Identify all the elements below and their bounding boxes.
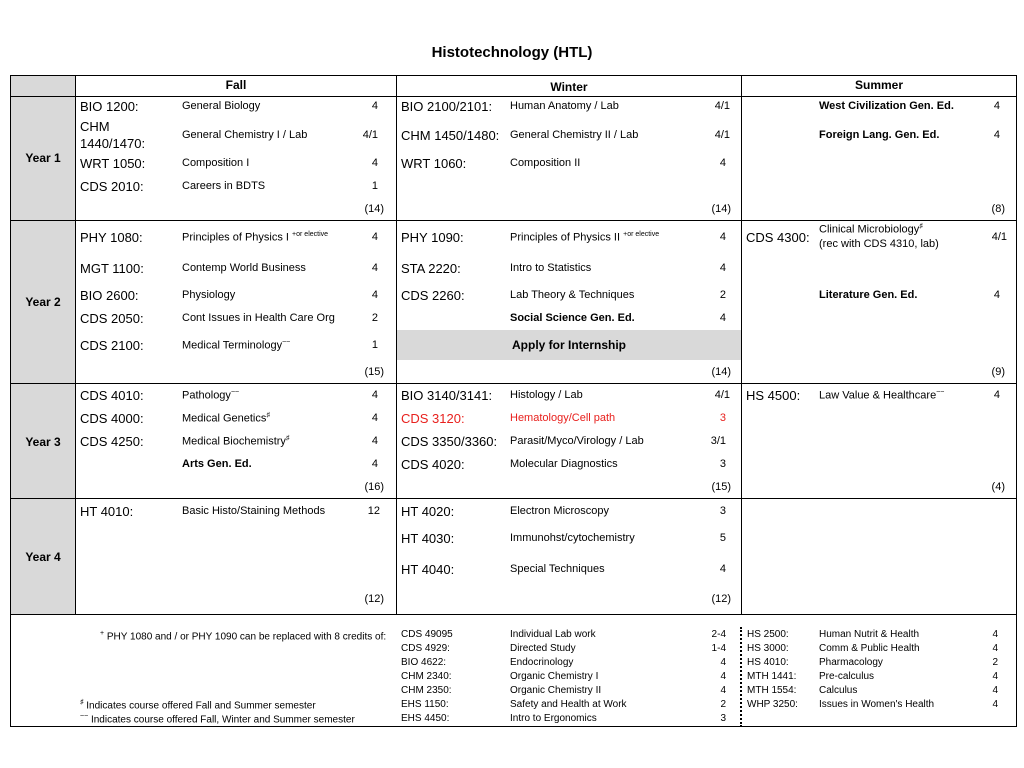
course-code: CDS 4300: <box>746 230 810 245</box>
elective-code: CHM 2350: <box>401 685 452 696</box>
elective-code: BIO 4622: <box>401 657 447 668</box>
offered-mark: ~~ <box>936 389 945 396</box>
elective-name: Organic Chemistry I <box>510 671 599 682</box>
course-name: Law Value & Healthcare~~ <box>819 389 945 402</box>
course-credits: 4 <box>719 231 726 243</box>
course-credits: 12 <box>367 505 380 517</box>
course-name: Careers in BDTS <box>182 180 266 192</box>
elective-name: Pre-calculus <box>819 671 875 682</box>
elective-name: Safety and Health at Work <box>510 699 627 710</box>
course-code: 1440/1470: <box>80 136 146 151</box>
offered-mark: ♯ <box>285 435 290 442</box>
gen-ed-requirement: Literature Gen. Ed. <box>819 289 918 301</box>
course-code: HS 4500: <box>746 388 801 403</box>
elective-name: Organic Chemistry II <box>510 685 602 696</box>
course-credits: 4 <box>371 289 378 301</box>
term-total: (14) <box>711 366 731 378</box>
course-name: Histology / Lab <box>510 389 583 401</box>
header-corner-shade <box>11 75 75 96</box>
course-code: CHM 1450/1480: <box>401 128 500 143</box>
header-summer: Summer <box>854 78 904 92</box>
course-credits: 4/1 <box>714 100 730 112</box>
elective-credits: 4 <box>992 671 998 682</box>
table-bottom-border <box>10 726 1017 727</box>
term-total: (15) <box>364 366 384 378</box>
course-credits: 4 <box>371 157 378 169</box>
course-name: Parasit/Myco/Virology / Lab <box>510 435 644 447</box>
course-code: CDS 4000: <box>80 411 144 426</box>
course-name: Hematology/Cell path <box>510 412 616 424</box>
elective-code: CDS 4929: <box>401 643 450 654</box>
gen-ed-requirement: Arts Gen. Ed. <box>182 458 252 470</box>
gen-ed-requirement: West Civilization Gen. Ed. <box>819 100 954 112</box>
course-name: Medical Genetics♯ <box>182 412 270 425</box>
course-code: CDS 2260: <box>401 288 465 303</box>
course-code: HT 4030: <box>401 531 455 546</box>
term-total: (16) <box>364 481 384 493</box>
course-code: BIO 1200: <box>80 99 139 114</box>
elective-note: +or elective <box>292 231 329 238</box>
table-right-border <box>1016 75 1017 727</box>
page-title: Histotechnology (HTL) <box>431 44 593 61</box>
course-credits: 3 <box>719 412 726 424</box>
course-credits: 2 <box>371 312 378 324</box>
course-credits: 2 <box>719 289 726 301</box>
elective-credits: 4 <box>720 685 726 696</box>
course-name: Contemp World Business <box>182 262 306 274</box>
course-code: WRT 1050: <box>80 156 146 171</box>
course-name: Pathology~~ <box>182 389 240 402</box>
elective-code: MTH 1554: <box>747 685 797 696</box>
course-code: HT 4020: <box>401 504 455 519</box>
elective-code: HS 3000: <box>747 643 789 654</box>
course-credits: 4 <box>719 262 726 274</box>
course-credits: 3 <box>719 505 726 517</box>
elective-name: Individual Lab work <box>510 629 596 640</box>
course-credits: 1 <box>371 339 378 351</box>
course-credits: 4 <box>993 289 1000 301</box>
course-credits: 3 <box>719 458 726 470</box>
footnote-tilde: ~~ Indicates course offered Fall, Winter and Summer semester <box>80 713 355 726</box>
course-credits: 4/1 <box>362 129 378 141</box>
offered-mark: ♯ <box>919 223 923 230</box>
course-credits: 4 <box>993 100 1000 112</box>
course-name: Electron Microscopy <box>510 505 610 517</box>
course-name: Human Anatomy / Lab <box>510 100 619 112</box>
year3-bottom-border <box>10 498 1017 499</box>
elective-code: MTH 1441: <box>747 671 797 682</box>
term-total: (14) <box>364 203 384 215</box>
course-code: CDS 4250: <box>80 434 144 449</box>
course-credits: 3/1 <box>710 435 726 447</box>
course-name: Clinical Microbiology♯ <box>819 223 923 236</box>
elective-code: HS 2500: <box>747 629 789 640</box>
elective-name: Directed Study <box>510 643 576 654</box>
year-label-1: Year 1 <box>25 151 61 165</box>
elective-code: CDS 49095 <box>401 629 453 640</box>
year4-bottom-border <box>10 614 1017 615</box>
elective-code: EHS 4450: <box>401 713 450 724</box>
course-code: CDS 4010: <box>80 388 144 403</box>
course-code: CDS 2100: <box>80 338 144 353</box>
elective-name: Issues in Women's Health <box>819 699 935 710</box>
course-credits: 4/1 <box>714 389 730 401</box>
header-fall: Fall <box>225 78 247 92</box>
course-credits: 5 <box>719 532 726 544</box>
year1-bottom-border <box>10 220 1017 221</box>
course-name: (rec with CDS 4310, lab) <box>819 238 939 250</box>
header-winter: Winter <box>550 80 588 94</box>
course-name: Principles of Physics II $^{+or elective}$ <box>510 231 660 244</box>
course-name: Special Techniques <box>510 563 605 575</box>
elective-name: Pharmacology <box>819 657 883 668</box>
year-label-3: Year 3 <box>25 435 61 449</box>
internship-note: Apply for Internship <box>512 338 626 352</box>
term-total: (14) <box>711 203 731 215</box>
elective-name: Comm & Public Health <box>819 643 920 654</box>
course-name: Intro to Statistics <box>510 262 592 274</box>
course-code: PHY 1080: <box>80 230 143 245</box>
elective-credits: 4 <box>992 699 998 710</box>
course-code: HT 4040: <box>401 562 455 577</box>
course-name: Molecular Diagnostics <box>510 458 618 470</box>
elective-credits: 1-4 <box>711 643 726 654</box>
term-total: (15) <box>711 481 731 493</box>
offered-mark: ~~ <box>230 389 240 396</box>
elective-note: +or elective <box>623 231 660 238</box>
course-name: Cont Issues in Health Care Org <box>182 312 335 324</box>
course-name: Physiology <box>182 289 236 301</box>
elective-credits: 2 <box>720 699 726 710</box>
elective-code: WHP 3250: <box>747 699 798 710</box>
course-name: Medical Terminology~~ <box>182 339 291 352</box>
course-credits: 4 <box>719 563 726 575</box>
course-code: PHY 1090: <box>401 230 464 245</box>
course-code: HT 4010: <box>80 504 134 519</box>
term-total: (4) <box>991 481 1005 493</box>
course-name: Basic Histo/Staining Methods <box>182 505 326 517</box>
course-credits: 4 <box>719 312 726 324</box>
course-name: Composition II <box>510 157 581 169</box>
course-name: Medical Biochemistry♯ <box>182 435 290 448</box>
elective-code: EHS 1150: <box>401 699 449 710</box>
elective-credits: 4 <box>720 657 726 668</box>
course-code: CDS 4020: <box>401 457 465 472</box>
course-code: BIO 2100/2101: <box>401 99 493 114</box>
course-credits: 4 <box>993 389 1000 401</box>
year-label-2: Year 2 <box>25 295 61 309</box>
gen-ed-requirement: Social Science Gen. Ed. <box>510 312 635 324</box>
course-code: CDS 3350/3360: <box>401 434 498 449</box>
elective-credits: 4 <box>992 643 998 654</box>
elective-name: Human Nutrit & Health <box>819 629 920 640</box>
course-credits: 4 <box>371 262 378 274</box>
elective-credits: 2-4 <box>711 629 726 640</box>
course-code: CDS 3120: <box>401 411 465 426</box>
term-total: (12) <box>364 593 384 605</box>
course-name: General Biology <box>182 100 261 112</box>
footnote-sharp: ♯ Indicates course offered Fall and Summer semester <box>80 699 316 712</box>
elective-credits: 4 <box>720 671 726 682</box>
course-credits: 4/1 <box>991 231 1007 243</box>
course-credits: 4 <box>371 435 378 447</box>
elective-credits: 4 <box>992 685 998 696</box>
year-column-divider <box>75 75 76 615</box>
course-name: General Chemistry II / Lab <box>510 129 639 141</box>
term-total: (9) <box>991 366 1005 378</box>
elective-name: Calculus <box>819 685 858 696</box>
course-code: STA 2220: <box>401 261 461 276</box>
elective-code: HS 4010: <box>747 657 789 668</box>
course-code: MGT 1100: <box>80 261 144 276</box>
course-name: Lab Theory & Techniques <box>510 289 635 301</box>
elective-name: Endocrinology <box>510 657 574 668</box>
course-credits: 4 <box>719 157 726 169</box>
elective-credits: 3 <box>720 713 726 724</box>
course-credits: 4 <box>371 100 378 112</box>
term-total: (8) <box>991 203 1005 215</box>
elective-divider <box>740 627 742 727</box>
course-name: Immunohst/cytochemistry <box>510 532 635 544</box>
offered-mark: ~~ <box>282 339 291 346</box>
course-name: Principles of Physics I $^{+or elective}$ <box>182 231 329 244</box>
offered-mark: ♯ <box>266 412 270 419</box>
course-credits: 4 <box>993 129 1000 141</box>
course-credits: 4/1 <box>714 129 730 141</box>
footnote-plus: + PHY 1080 and / or PHY 1090 can be replaced with 8 credits of: <box>100 630 387 643</box>
course-name: General Chemistry I / Lab <box>182 129 308 141</box>
course-credits: 4 <box>371 231 378 243</box>
elective-credits: 2 <box>992 657 998 668</box>
year2-bottom-border <box>10 383 1017 384</box>
elective-code: CHM 2340: <box>401 671 452 682</box>
gen-ed-requirement: Foreign Lang. Gen. Ed. <box>819 129 940 141</box>
year-label-4: Year 4 <box>25 550 61 564</box>
course-credits: 1 <box>371 180 378 192</box>
course-code: BIO 2600: <box>80 288 139 303</box>
elective-credits: 4 <box>992 629 998 640</box>
course-code: CDS 2050: <box>80 311 144 326</box>
elective-name: Intro to Ergonomics <box>510 713 597 724</box>
table-left-border <box>10 75 11 727</box>
term-total: (12) <box>711 593 731 605</box>
course-code: CDS 2010: <box>80 179 144 194</box>
course-code: CHM <box>80 119 110 134</box>
course-code: BIO 3140/3141: <box>401 388 493 403</box>
course-name: Composition I <box>182 157 250 169</box>
year-column-shade <box>11 96 75 614</box>
course-code: WRT 1060: <box>401 156 467 171</box>
course-credits: 4 <box>371 412 378 424</box>
course-credits: 4 <box>371 389 378 401</box>
course-credits: 4 <box>371 458 378 470</box>
winter-summer-divider <box>741 75 742 615</box>
